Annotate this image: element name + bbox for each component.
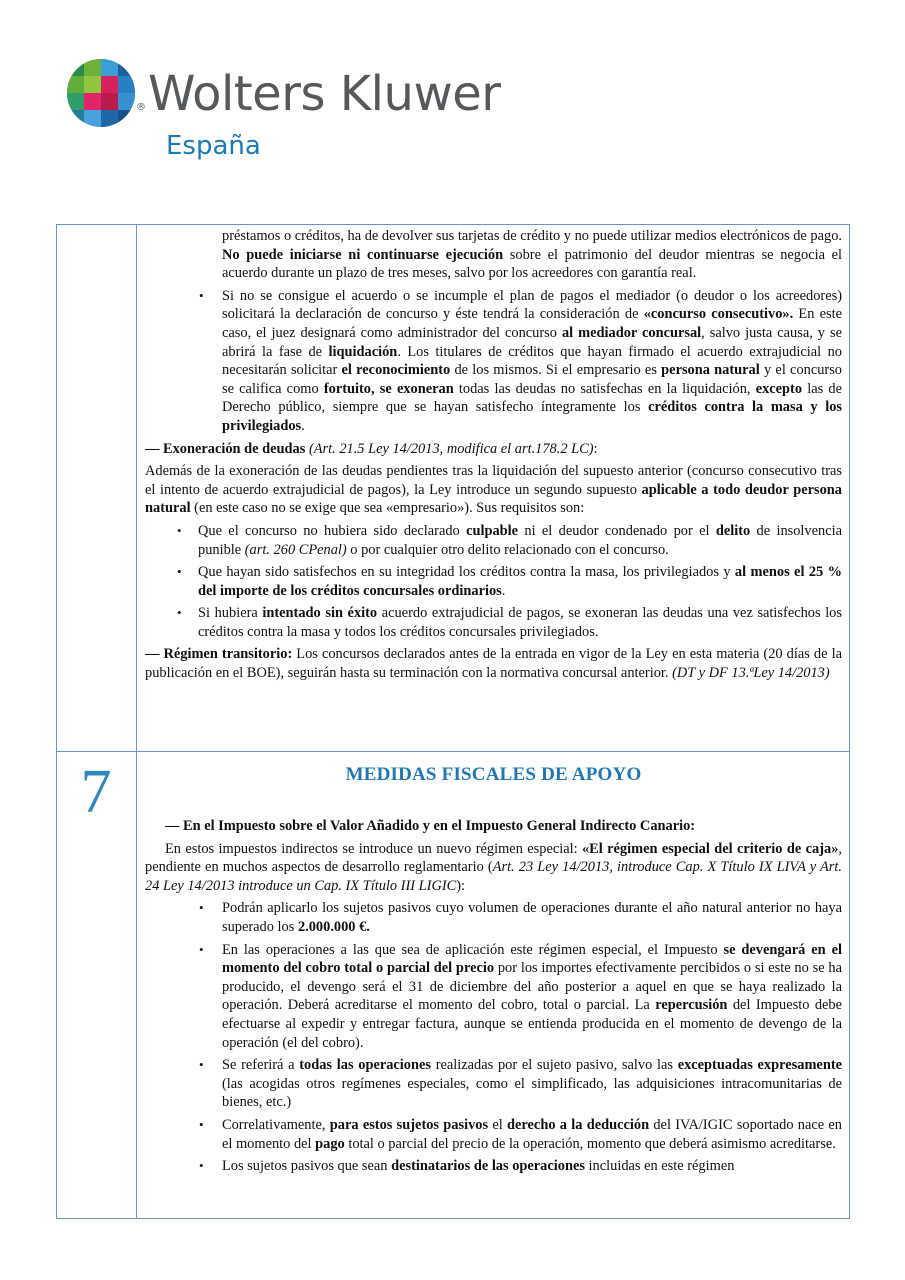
list-item-text: Si no se consigue el acuerdo o se incumple el plan de pagos el mediador (o deudor o los acreedores) solicitará la declaración de concurso y éste tendrá la consideración de «concurso consecutivo». En este caso, el juez designará como administrador del concurso al mediador concursal, salvo justa causa, y se abrirá la fase de liquidación. Los titulares de créditos que hayan firmado el acuerdo extrajudicial no necesitarán solicitar el reconocimiento de los mismos. Si el empresario es persona natural y el concurso se califica como fortuito, se exoneran todas las deudas no satisfechas en la liquidación, excepto las de Derecho público, siempre que se hayan satisfecho íntegramente los créditos contra la masa y los privilegiados. <box>222 287 843 434</box>
bold-run: destinatarios de las operaciones <box>391 1158 585 1175</box>
list-item-text: En las operaciones a las que sea de aplicación este régimen especial, el Impuesto se devengará en el momento del cobro total o parcial del precio por los importes efectivamente percibidos o si este no se ha producido, el devengo será el 31 de diciembre del año posterior a aquel en que se haya realizado la operación. Deberá acreditarse el momento del cobro, total o parcial. La repercusión del Impuesto debe efectuarse al expedir y entregar factura, aunque se entienda producida en el momento de devengo de la operación (el del cobro). <box>222 941 843 1051</box>
bullet-icon: • <box>177 522 182 538</box>
bullet-icon: • <box>199 900 204 916</box>
bullet-icon: • <box>199 287 204 303</box>
bold-run: créditos contra la masa y los privilegiados <box>222 399 842 434</box>
bold-run: No puede iniciarse ni continuarse ejecución <box>222 246 504 263</box>
section-number: 7 <box>80 758 112 826</box>
paragraph-continuation: préstamos o créditos, ha de devolver sus tarjetas de crédito y no puede utilizar medios electrónicos de pago. No puede iniciarse ni continuarse ejecución sobre el patrimonio del deudor mientras se negocia el acuerdo durante un plazo de tres meses, salvo por los acreedores con garantía real. <box>222 228 843 282</box>
bold-run: excepto <box>755 380 803 397</box>
bold-run: pago <box>315 1135 345 1152</box>
list-item <box>145 1056 842 1112</box>
bold-run: fortuito, se exoneran <box>323 380 454 397</box>
list-item-concurso-consecutivo <box>145 287 842 436</box>
bullet-icon: • <box>199 1158 204 1174</box>
requirement-item <box>145 563 842 600</box>
bold-run: repercusión <box>655 997 728 1014</box>
bold-run: se devengará en el momento del cobro total o parcial del precio <box>222 941 842 977</box>
exoneracion-heading: — Exoneración de deudas (Art. 21.5 Ley 14/2013, modifica el art.178.2 LC): <box>145 440 598 457</box>
exoneracion-paragraph: Además de la exoneración de las deudas pendientes tras la liquidación del supuesto anterior (concurso consecutivo tras el intento de acuerdo extrajudicial de pagos), la Ley introduce un segundo supuesto aplicable a todo deudor persona natural (en este caso no se exige que sea «empresario»). Sus requisitos son: <box>145 463 842 517</box>
bold-run: exceptuadas expresamente <box>677 1057 843 1074</box>
bullet-icon: • <box>199 941 204 957</box>
bold-run: culpable <box>466 522 519 539</box>
logo-mosaic-icon <box>66 58 136 128</box>
bold-run: persona natural <box>661 362 760 379</box>
bold-run: delito <box>715 522 751 539</box>
bold-run: al mediador concursal <box>561 324 702 341</box>
logo-registered-mark: ® <box>136 102 146 113</box>
bold-run: el reconocimiento <box>341 362 451 379</box>
list-item-text: Los sujetos pasivos que sean destinatarios de las operaciones incluidas en este régimen <box>222 1158 735 1175</box>
list-item-text: Correlativamente, para estos sujetos pasivos el derecho a la deducción del IVA/IGIC soportado nace en el momento del pago total o parcial del precio de la operación, momento que deberá asimismo acreditarse. <box>222 1116 843 1152</box>
bold-run: intentado sin éxito <box>262 605 378 622</box>
requirement-item <box>145 522 842 559</box>
logo-subtitle: España <box>166 131 261 161</box>
italic-run: (art. 260 CPenal) <box>244 541 347 558</box>
wolters-kluwer-logo <box>66 58 506 168</box>
list-item <box>145 1157 842 1176</box>
list-item-text: Podrán aplicarlo los sujetos pasivos cuyo volumen de operaciones durante el año natural anterior no haya superado los 2.000.000 €. <box>222 900 842 935</box>
bullet-icon: • <box>199 1116 204 1132</box>
section-title: MEDIDAS FISCALES DE APOYO <box>345 764 642 785</box>
iva-igic-subheading: — En el Impuesto sobre el Valor Añadido y en el Impuesto General Indirecto Canario: <box>165 818 696 834</box>
bold-run: derecho a la deducción <box>507 1116 650 1133</box>
bold-run: «El régimen especial del criterio de caja» <box>581 840 839 857</box>
row-2-content <box>145 763 842 1180</box>
bold-run: aplicable a todo deudor persona natural <box>145 481 842 517</box>
bold-run: al menos el 25 % del importe de los créditos concursales ordinarios <box>198 564 842 599</box>
number-column <box>57 225 137 1218</box>
bold-run: liquidación <box>328 343 398 360</box>
list-item-text: Que el concurso no hubiera sido declarado culpable ni el deudor condenado por el delito de insolvencia punible (art. 260 CPenal) o por cualquier otro delito relacionado con el concurso. <box>198 522 842 558</box>
list-item-text: Si hubiera intentado sin éxito acuerdo extrajudicial de pagos, se exoneran las deudas una vez satisfechos los créditos contra la masa y todos los créditos concursales privilegiados. <box>198 605 842 640</box>
bullet-icon: • <box>199 1057 204 1073</box>
list-item <box>145 899 842 936</box>
list-item <box>145 941 842 1053</box>
regimen-transitorio-paragraph: — Régimen transitorio: Los concursos declarados antes de la entrada en vigor de la Ley en esta materia (20 días de la publicación en el BOE), seguirán hasta su terminación con la normativa concursal anterior. (DT y DF 13.ªLey 14/2013) <box>145 646 842 682</box>
bold-run: — Régimen transitorio: <box>145 646 293 663</box>
bold-run: 2.000.000 €. <box>297 918 370 935</box>
intro-paragraph: En estos impuestos indirectos se introduce un nuevo régimen especial: «El régimen especial del criterio de caja», pendiente en muchos aspectos de desarrollo reglamentario (Art. 23 Ley 14/2013, introduce Cap. X Título IX LIVA y Art. 24 Ley 14/2013 introduce un Cap. IX Título III LIGIC): <box>145 840 842 894</box>
row-divider <box>57 751 849 752</box>
list-item <box>145 1116 842 1153</box>
bullet-icon: • <box>177 564 182 580</box>
bold-run: «concurso consecutivo». <box>643 306 794 323</box>
content-table <box>56 224 850 1219</box>
bold-run: para estos sujetos pasivos <box>329 1116 489 1133</box>
row-1-content <box>145 227 842 687</box>
logo-brand-text: Wolters Kluwer <box>148 66 501 122</box>
bold-run: todas las operaciones <box>299 1057 431 1074</box>
requirement-item <box>145 604 842 641</box>
bullet-icon: • <box>177 605 182 621</box>
italic-run: (DT y DF 13.ªLey 14/2013) <box>672 665 830 682</box>
italic-run: (Art. 21.5 Ley 14/2013, modifica el art.178.2 LC) <box>308 440 594 457</box>
italic-run: Art. 23 Ley 14/2013, introduce Cap. X Título IX LIVA y Art. 24 Ley 14/2013 introduce un Cap. IX Título III LIGIC <box>145 859 842 894</box>
bold-run: — Exoneración de deudas <box>145 440 306 457</box>
list-item-text: Que hayan sido satisfechos en su integridad los créditos contra la masa, los privilegiados y al menos el 25 % del importe de los créditos concursales ordinarios. <box>198 564 842 599</box>
list-item-text: Se referirá a todas las operaciones realizadas por el sujeto pasivo, salvo las exceptuadas expresamente (las acogidas otros regímenes especiales, como el simplificado, las adquisiciones intracomunitarias de bienes, etc.) <box>222 1057 843 1111</box>
